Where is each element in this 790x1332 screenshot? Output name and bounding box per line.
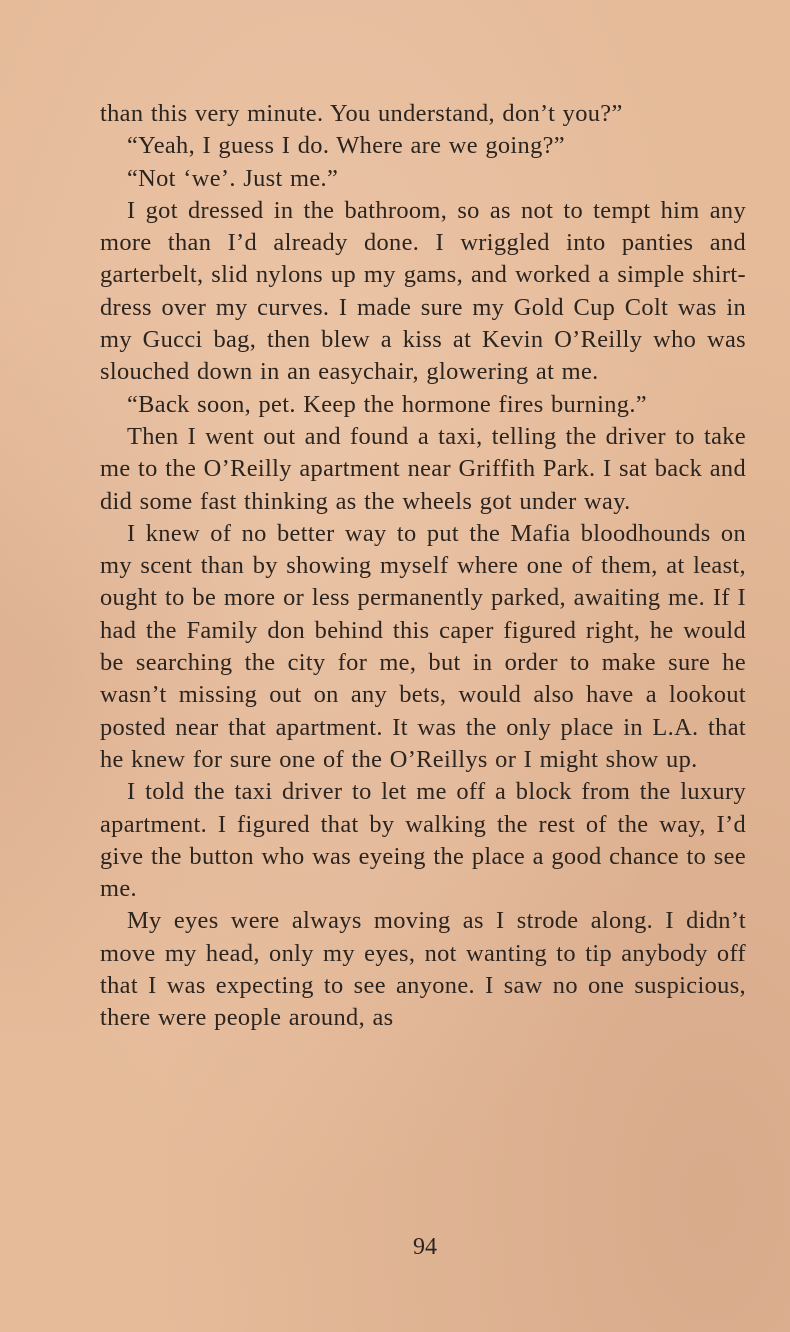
paragraph-8: I told the taxi driver to let me off a block from the luxury apartment. I figured that by walking the rest of the way, I’d give the button who was eyeing the place a good chance to see me. <box>100 778 746 903</box>
paragraph-4: I got dressed in the bathroom, so as not to tempt him any more than I’d already done. I wriggled into panties and garterbelt, slid nylons up my gams, and worked a simple shirt-dress over my curves. I made sure my Gold Cup Colt was in my Gucci bag, then blew a kiss at Kevin O’Reilly who was slouched down in an easychair, glowering at me. <box>100 196 746 386</box>
paragraph-6: Then I went out and found a taxi, telling the driver to take me to the O’Reilly apartment near Griffith Park. I sat back and did some fast thinking as the wheels got under way. <box>100 422 746 515</box>
paragraph-1: than this very minute. You understand, don’t you?” <box>100 100 623 127</box>
body-text <box>100 98 746 1035</box>
paragraph-5: “Back soon, pet. Keep the hormone fires burning.” <box>127 390 647 418</box>
paragraph-2: “Yeah, I guess I do. Where are we going?” <box>127 132 565 160</box>
paragraph-9: My eyes were always moving as I strode along. I didn’t move my head, only my eyes, not wanting to tip anybody off that I was expecting to see anyone. I saw no one suspicious, there were people around, as <box>100 907 746 1032</box>
paragraph-3: “Not ‘we’. Just me.” <box>127 164 339 192</box>
paragraph-7: I knew of no better way to put the Mafia bloodhounds on my scent than by showing myself where one of them, at least, ought to be more or less permanently parked, awaiting me. If I had the Family don behind this caper figured right, he would be searching the city for me, but in order to make sure he wasn’t missing out on any bets, would also have a lookout posted near that apartment. It was the only place in L.A. that he knew for sure one of the O’Reillys or I might show up. <box>100 519 746 773</box>
page-number: 94 <box>413 1234 437 1260</box>
